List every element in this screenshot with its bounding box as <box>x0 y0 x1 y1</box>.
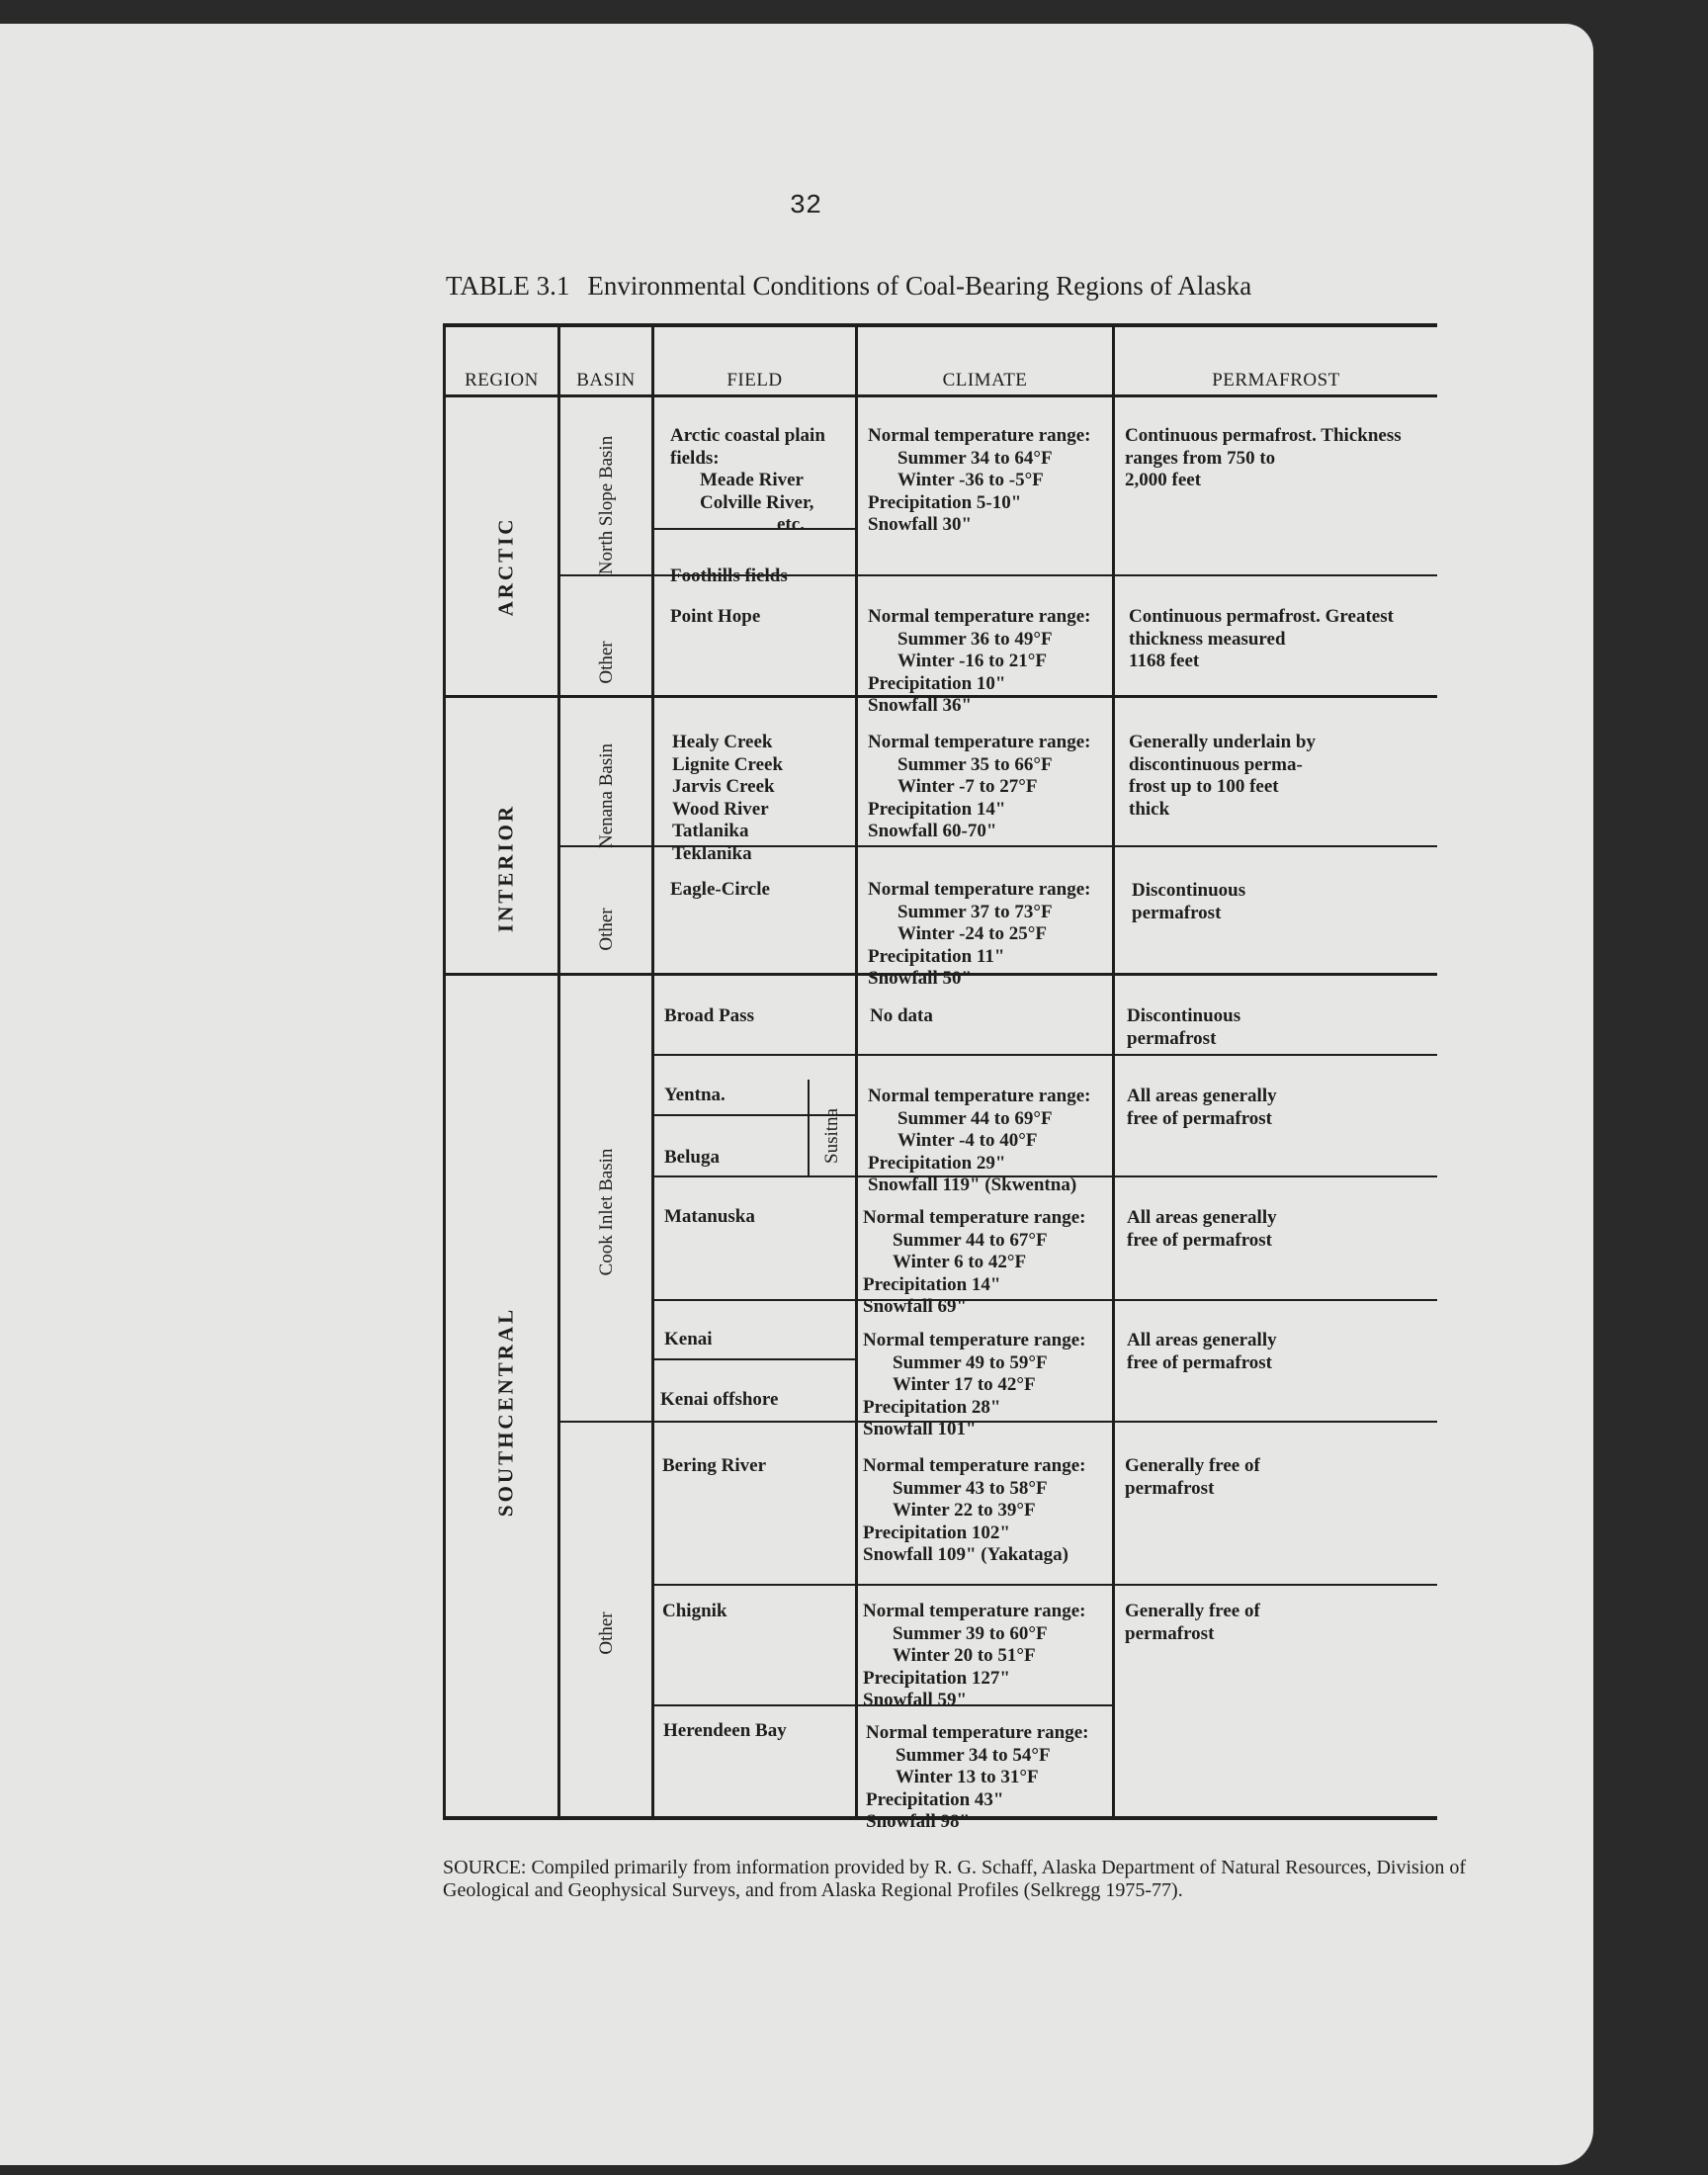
list-item: free of permafrost <box>1127 1351 1273 1373</box>
field-herendeen-bay: Herendeen Bay <box>663 1720 787 1741</box>
region-southcentral: SOUTHCENTRAL <box>493 1306 518 1518</box>
list-item: Discontinuous <box>1127 1005 1241 1026</box>
permafrost-nenana <box>1129 732 1316 821</box>
list-item: Precipitation 10" <box>868 672 1006 694</box>
list-item: etc. <box>777 514 805 535</box>
header-climate: CLIMATE <box>942 370 1028 391</box>
list-item: Precipitation 43" <box>866 1788 1004 1810</box>
field-matanuska: Matanuska <box>664 1206 755 1227</box>
field-chignik: Chignik <box>662 1601 727 1621</box>
list-item: Normal temperature range: <box>866 1722 1089 1743</box>
list-item: Normal temperature range: <box>868 732 1091 752</box>
permafrost-chignik-herendeen <box>1125 1601 1260 1645</box>
list-item: Normal temperature range: <box>863 1207 1086 1228</box>
list-item: Precipitation 14" <box>863 1273 1001 1295</box>
list-item: Normal temperature range: <box>863 1455 1086 1476</box>
list-item: Meade River <box>700 470 804 490</box>
list-item: Summer 37 to 73°F <box>897 901 1053 922</box>
list-item: Normal temperature range: <box>868 425 1091 446</box>
region-interior: INTERIOR <box>493 803 518 933</box>
list-item: Generally free of <box>1125 1455 1260 1476</box>
kenai-offshore-divider <box>651 1358 857 1360</box>
list-item: Snowfall 36" <box>868 695 973 716</box>
list-item: Summer 44 to 69°F <box>897 1107 1053 1129</box>
list-item: free of permafrost <box>1127 1229 1273 1251</box>
list-item: Precipitation 5-10" <box>868 491 1022 513</box>
permafrost-matanuska <box>1127 1207 1277 1252</box>
field-point-hope: Point Hope <box>670 606 761 627</box>
list-item: permafrost <box>1125 1622 1215 1644</box>
field-broad-pass: Broad Pass <box>664 1005 754 1026</box>
list-item: Discontinuous <box>1132 880 1246 901</box>
region-basin-rule <box>557 323 560 1819</box>
list-item: Continuous permafrost. Greatest <box>1129 606 1394 627</box>
list-item: Winter 13 to 31°F <box>896 1767 1039 1787</box>
list-item: Snowfall 30" <box>868 514 973 535</box>
climate-matanuska <box>863 1207 1085 1319</box>
bering-chignik-divider <box>651 1584 1437 1586</box>
list-item: Normal temperature range: <box>868 606 1091 627</box>
list-item: Tatlanika <box>672 821 749 841</box>
list-item: Normal temperature range: <box>863 1330 1086 1350</box>
list-item: All areas generally <box>1127 1207 1277 1228</box>
climate-point-hope <box>868 606 1090 718</box>
field-nenana-list <box>672 732 783 865</box>
header-permafrost: PERMAFROST <box>1212 370 1340 391</box>
climate-herendeen-bay <box>866 1722 1088 1834</box>
basin-field-rule <box>651 323 654 1819</box>
page-number: 32 <box>789 192 822 221</box>
list-item: Winter -7 to 27°F <box>897 776 1038 797</box>
region-left-rule <box>443 323 446 1819</box>
list-item: Precipitation 127" <box>863 1667 1010 1689</box>
list-item: Summer 49 to 59°F <box>893 1351 1048 1373</box>
field-climate-rule <box>855 323 858 1819</box>
list-item: Winter 17 to 42°F <box>893 1374 1036 1395</box>
region-arctic: ARCTIC <box>493 516 518 617</box>
list-item: Precipitation 14" <box>868 798 1006 820</box>
list-item: thick <box>1129 798 1170 820</box>
climate-chignik <box>863 1601 1085 1712</box>
list-item: Generally free of <box>1125 1601 1260 1621</box>
climate-bering-river <box>863 1455 1085 1567</box>
list-item: Snowfall 98" <box>866 1811 971 1832</box>
list-item: Winter 20 to 51°F <box>893 1645 1036 1666</box>
basin-interior-other: Other <box>596 908 617 951</box>
climate-kenai <box>863 1330 1085 1441</box>
climate-broad-pass: No data <box>870 1005 933 1026</box>
climate-arctic-coastal <box>868 425 1090 537</box>
list-item: Winter -24 to 25°F <box>897 923 1047 944</box>
list-item: Precipitation 29" <box>868 1152 1006 1174</box>
list-item: Summer 34 to 54°F <box>896 1744 1051 1766</box>
basin-southcentral-other: Other <box>596 1611 617 1655</box>
field-beluga: Beluga <box>664 1147 720 1168</box>
field-foothills: Foothills fields <box>670 566 788 586</box>
list-item: free of permafrost <box>1127 1107 1273 1129</box>
list-item: Lignite Creek <box>672 753 784 775</box>
list-item: Snowfall 109" (Yakataga) <box>863 1544 1068 1565</box>
list-item: Snowfall 101" <box>863 1419 977 1439</box>
list-item: permafrost <box>1132 902 1222 923</box>
list-item: Winter -4 to 40°F <box>897 1130 1038 1151</box>
field-yentna: Yentna. <box>664 1085 726 1105</box>
list-item: Snowfall 119" (Skwentna) <box>868 1174 1077 1195</box>
list-item: Precipitation 102" <box>863 1522 1010 1543</box>
list-item: permafrost <box>1125 1477 1215 1499</box>
broad-pass-divider <box>651 1054 1437 1056</box>
list-item: permafrost <box>1127 1027 1217 1049</box>
permafrost-susitna <box>1127 1086 1277 1130</box>
list-item: All areas generally <box>1127 1330 1277 1350</box>
field-bering-river: Bering River <box>662 1455 767 1476</box>
table-title <box>446 271 1251 302</box>
header-region: REGION <box>465 370 539 391</box>
list-item: Summer 44 to 67°F <box>893 1229 1048 1251</box>
susitna-box-rule <box>808 1080 810 1177</box>
source-note: SOURCE: Compiled primarily from information provided by R. G. Schaff, Alaska Department of Natural Resources, Division of Geological and Geophysical Surveys, and from Alaska Regional Profiles (Selkregg 1975-77). <box>443 1857 1467 1901</box>
permafrost-broad-pass <box>1127 1005 1240 1050</box>
field-eagle-circle: Eagle-Circle <box>670 879 770 900</box>
permafrost-point-hope <box>1129 606 1394 673</box>
list-item: frost up to 100 feet <box>1129 776 1279 797</box>
list-item: discontinuous perma- <box>1129 753 1303 775</box>
list-item: Precipitation 28" <box>863 1396 1001 1418</box>
list-item: Teklanika <box>672 842 752 864</box>
list-item: Winter 6 to 42°F <box>893 1252 1027 1272</box>
list-item: Arctic coastal plain <box>670 425 825 446</box>
list-item: Snowfall 69" <box>863 1296 968 1317</box>
climate-eagle-circle <box>868 879 1090 991</box>
permafrost-north-slope <box>1125 425 1402 492</box>
list-item: Continuous permafrost. Thickness <box>1125 425 1402 446</box>
table-title-text: Environmental Conditions of Coal-Bearing Regions of Alaska <box>587 271 1252 301</box>
field-kenai-offshore: Kenai offshore <box>660 1389 779 1410</box>
list-item: Generally underlain by <box>1129 732 1316 752</box>
document-page <box>0 24 1593 2165</box>
basin-nenana: Nenana Basin <box>596 742 617 849</box>
header-bottom-rule <box>443 394 1437 397</box>
list-item: Winter 22 to 39°F <box>893 1500 1036 1521</box>
climate-permafrost-rule <box>1112 323 1115 1819</box>
list-item: Summer 36 to 49°F <box>897 628 1053 650</box>
header-basin: BASIN <box>576 370 636 391</box>
basin-arctic-other: Other <box>596 641 617 684</box>
field-kenai: Kenai <box>664 1329 713 1349</box>
permafrost-eagle-circle <box>1132 880 1245 924</box>
permafrost-bering-river <box>1125 1455 1260 1500</box>
list-item: Winter -36 to -5°F <box>897 470 1044 490</box>
list-item: All areas generally <box>1127 1086 1277 1106</box>
header-field: FIELD <box>726 370 783 391</box>
table-label: TABLE 3.1 <box>446 271 570 301</box>
basin-cook-inlet: Cook Inlet Basin <box>596 1148 617 1276</box>
list-item: ranges from 750 to <box>1125 447 1276 469</box>
basin-north-slope: North Slope Basin <box>596 435 617 575</box>
list-item: Wood River <box>672 798 769 820</box>
permafrost-kenai <box>1127 1330 1277 1374</box>
list-item: Snowfall 60-70" <box>868 821 997 841</box>
list-item: Colville River, <box>700 491 814 513</box>
list-item: Snowfall 50" <box>868 968 973 989</box>
field-arctic-coastal <box>670 425 825 537</box>
list-item: thickness measured <box>1129 628 1286 650</box>
basin-susitna: Susitna <box>821 1108 842 1164</box>
table-top-rule <box>443 323 1437 327</box>
list-item: Precipitation 11" <box>868 945 1005 967</box>
climate-nenana <box>868 732 1090 843</box>
list-item: Healy Creek <box>672 732 773 752</box>
list-item: Winter -16 to 21°F <box>897 651 1047 671</box>
list-item: Jarvis Creek <box>672 776 775 797</box>
list-item: Normal temperature range: <box>863 1601 1086 1621</box>
list-item: Normal temperature range: <box>868 879 1091 900</box>
list-item: Normal temperature range: <box>868 1086 1091 1106</box>
list-item: Summer 34 to 64°F <box>897 447 1053 469</box>
list-item: 1168 feet <box>1129 651 1200 671</box>
list-item: Summer 43 to 58°F <box>893 1477 1048 1499</box>
list-item: fields: <box>670 447 720 469</box>
list-item: 2,000 feet <box>1125 470 1202 490</box>
climate-susitna <box>868 1086 1090 1197</box>
list-item: Summer 39 to 60°F <box>893 1622 1048 1644</box>
list-item: Summer 35 to 66°F <box>897 753 1053 775</box>
list-item: Snowfall 59" <box>863 1690 968 1710</box>
